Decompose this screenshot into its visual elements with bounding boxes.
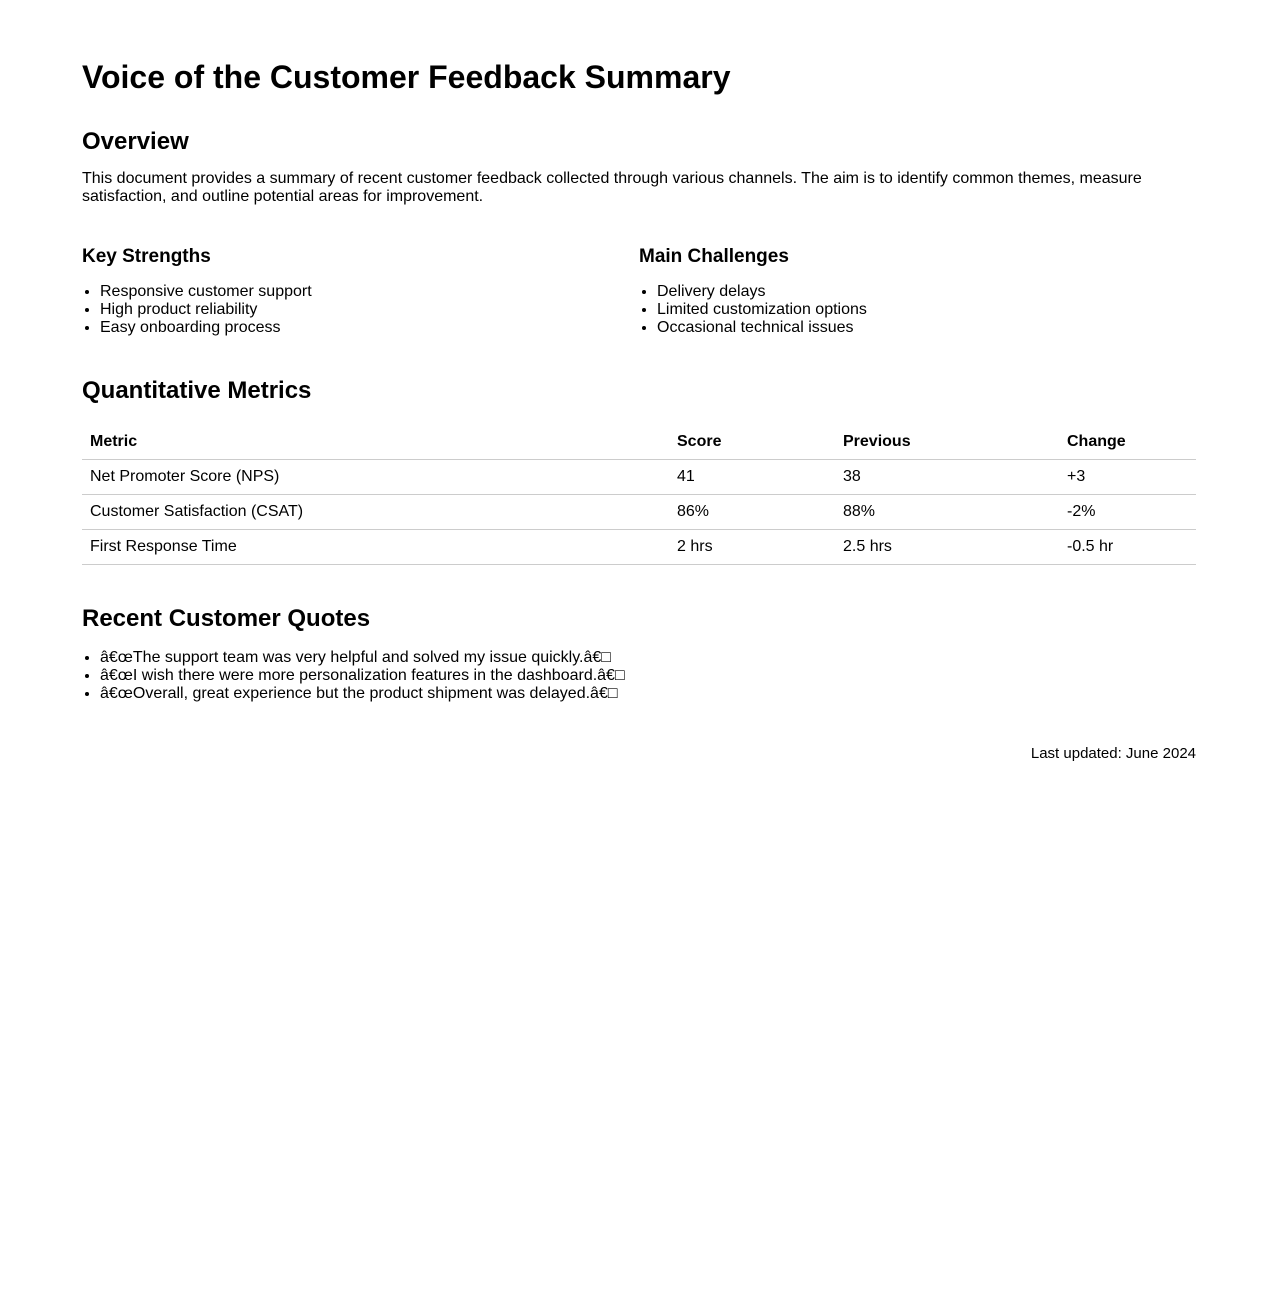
column-header-score: Score xyxy=(669,425,835,460)
strengths-list xyxy=(82,283,639,337)
cell-score: 86% xyxy=(669,495,835,530)
table-header-row xyxy=(82,425,1196,460)
quote-item: • â€œI wish there were more personalization features in the dashboard.â€□ xyxy=(100,667,1196,685)
column-header-metric: Metric xyxy=(82,425,669,460)
challenges-list xyxy=(639,283,1196,337)
list-item: • Delivery delays xyxy=(657,283,1196,301)
overview-heading: Overview xyxy=(82,128,189,155)
page-title: Voice of the Customer Feedback Summary xyxy=(82,59,731,95)
column-header-change: Change xyxy=(1059,425,1196,460)
strengths-heading: Key Strengths xyxy=(82,246,211,267)
metrics-table xyxy=(82,425,1196,565)
quote-item: • â€œOverall, great experience but the product shipment was delayed.â€□ xyxy=(100,685,1196,703)
quotes-heading: Recent Customer Quotes xyxy=(82,605,371,632)
table-row xyxy=(82,530,1196,565)
cell-score: 2 hrs xyxy=(669,530,835,565)
overview-text: This document provides a summary of recent customer feedback collected through various channels. The aim is to identify common themes, measure satisfaction, and outline potential areas for improvement. xyxy=(82,170,1142,205)
cell-change: -2% xyxy=(1059,495,1196,530)
overview-section xyxy=(82,128,1196,206)
cell-change: +3 xyxy=(1059,460,1196,495)
cell-previous: 38 xyxy=(835,460,1059,495)
cell-metric: First Response Time xyxy=(82,530,669,565)
challenges-section xyxy=(639,246,1196,337)
cell-score: 41 xyxy=(669,460,835,495)
cell-previous: 2.5 hrs xyxy=(835,530,1059,565)
list-item: • Limited customization options xyxy=(657,301,1196,319)
table-row xyxy=(82,495,1196,530)
strengths-challenges xyxy=(82,246,1196,337)
list-item: • Occasional technical issues xyxy=(657,319,1196,337)
metrics-section xyxy=(82,377,1196,565)
metrics-heading: Quantitative Metrics xyxy=(82,377,312,404)
cell-change: -0.5 hr xyxy=(1059,530,1196,565)
quotes-section xyxy=(82,605,1196,703)
cell-metric: Net Promoter Score (NPS) xyxy=(82,460,669,495)
column-header-previous: Previous xyxy=(835,425,1059,460)
cell-previous: 88% xyxy=(835,495,1059,530)
quote-item: • â€œThe support team was very helpful and solved my issue quickly.â€□ xyxy=(100,649,1196,667)
strengths-section xyxy=(82,246,639,337)
list-item: • Responsive customer support xyxy=(100,283,639,301)
list-item: • Easy onboarding process xyxy=(100,319,639,337)
list-item: • High product reliability xyxy=(100,301,639,319)
cell-metric: Customer Satisfaction (CSAT) xyxy=(82,495,669,530)
quotes-list xyxy=(82,649,1196,703)
table-row xyxy=(82,460,1196,495)
last-updated: Last updated: June 2024 xyxy=(1030,745,1196,762)
challenges-heading: Main Challenges xyxy=(639,246,789,267)
